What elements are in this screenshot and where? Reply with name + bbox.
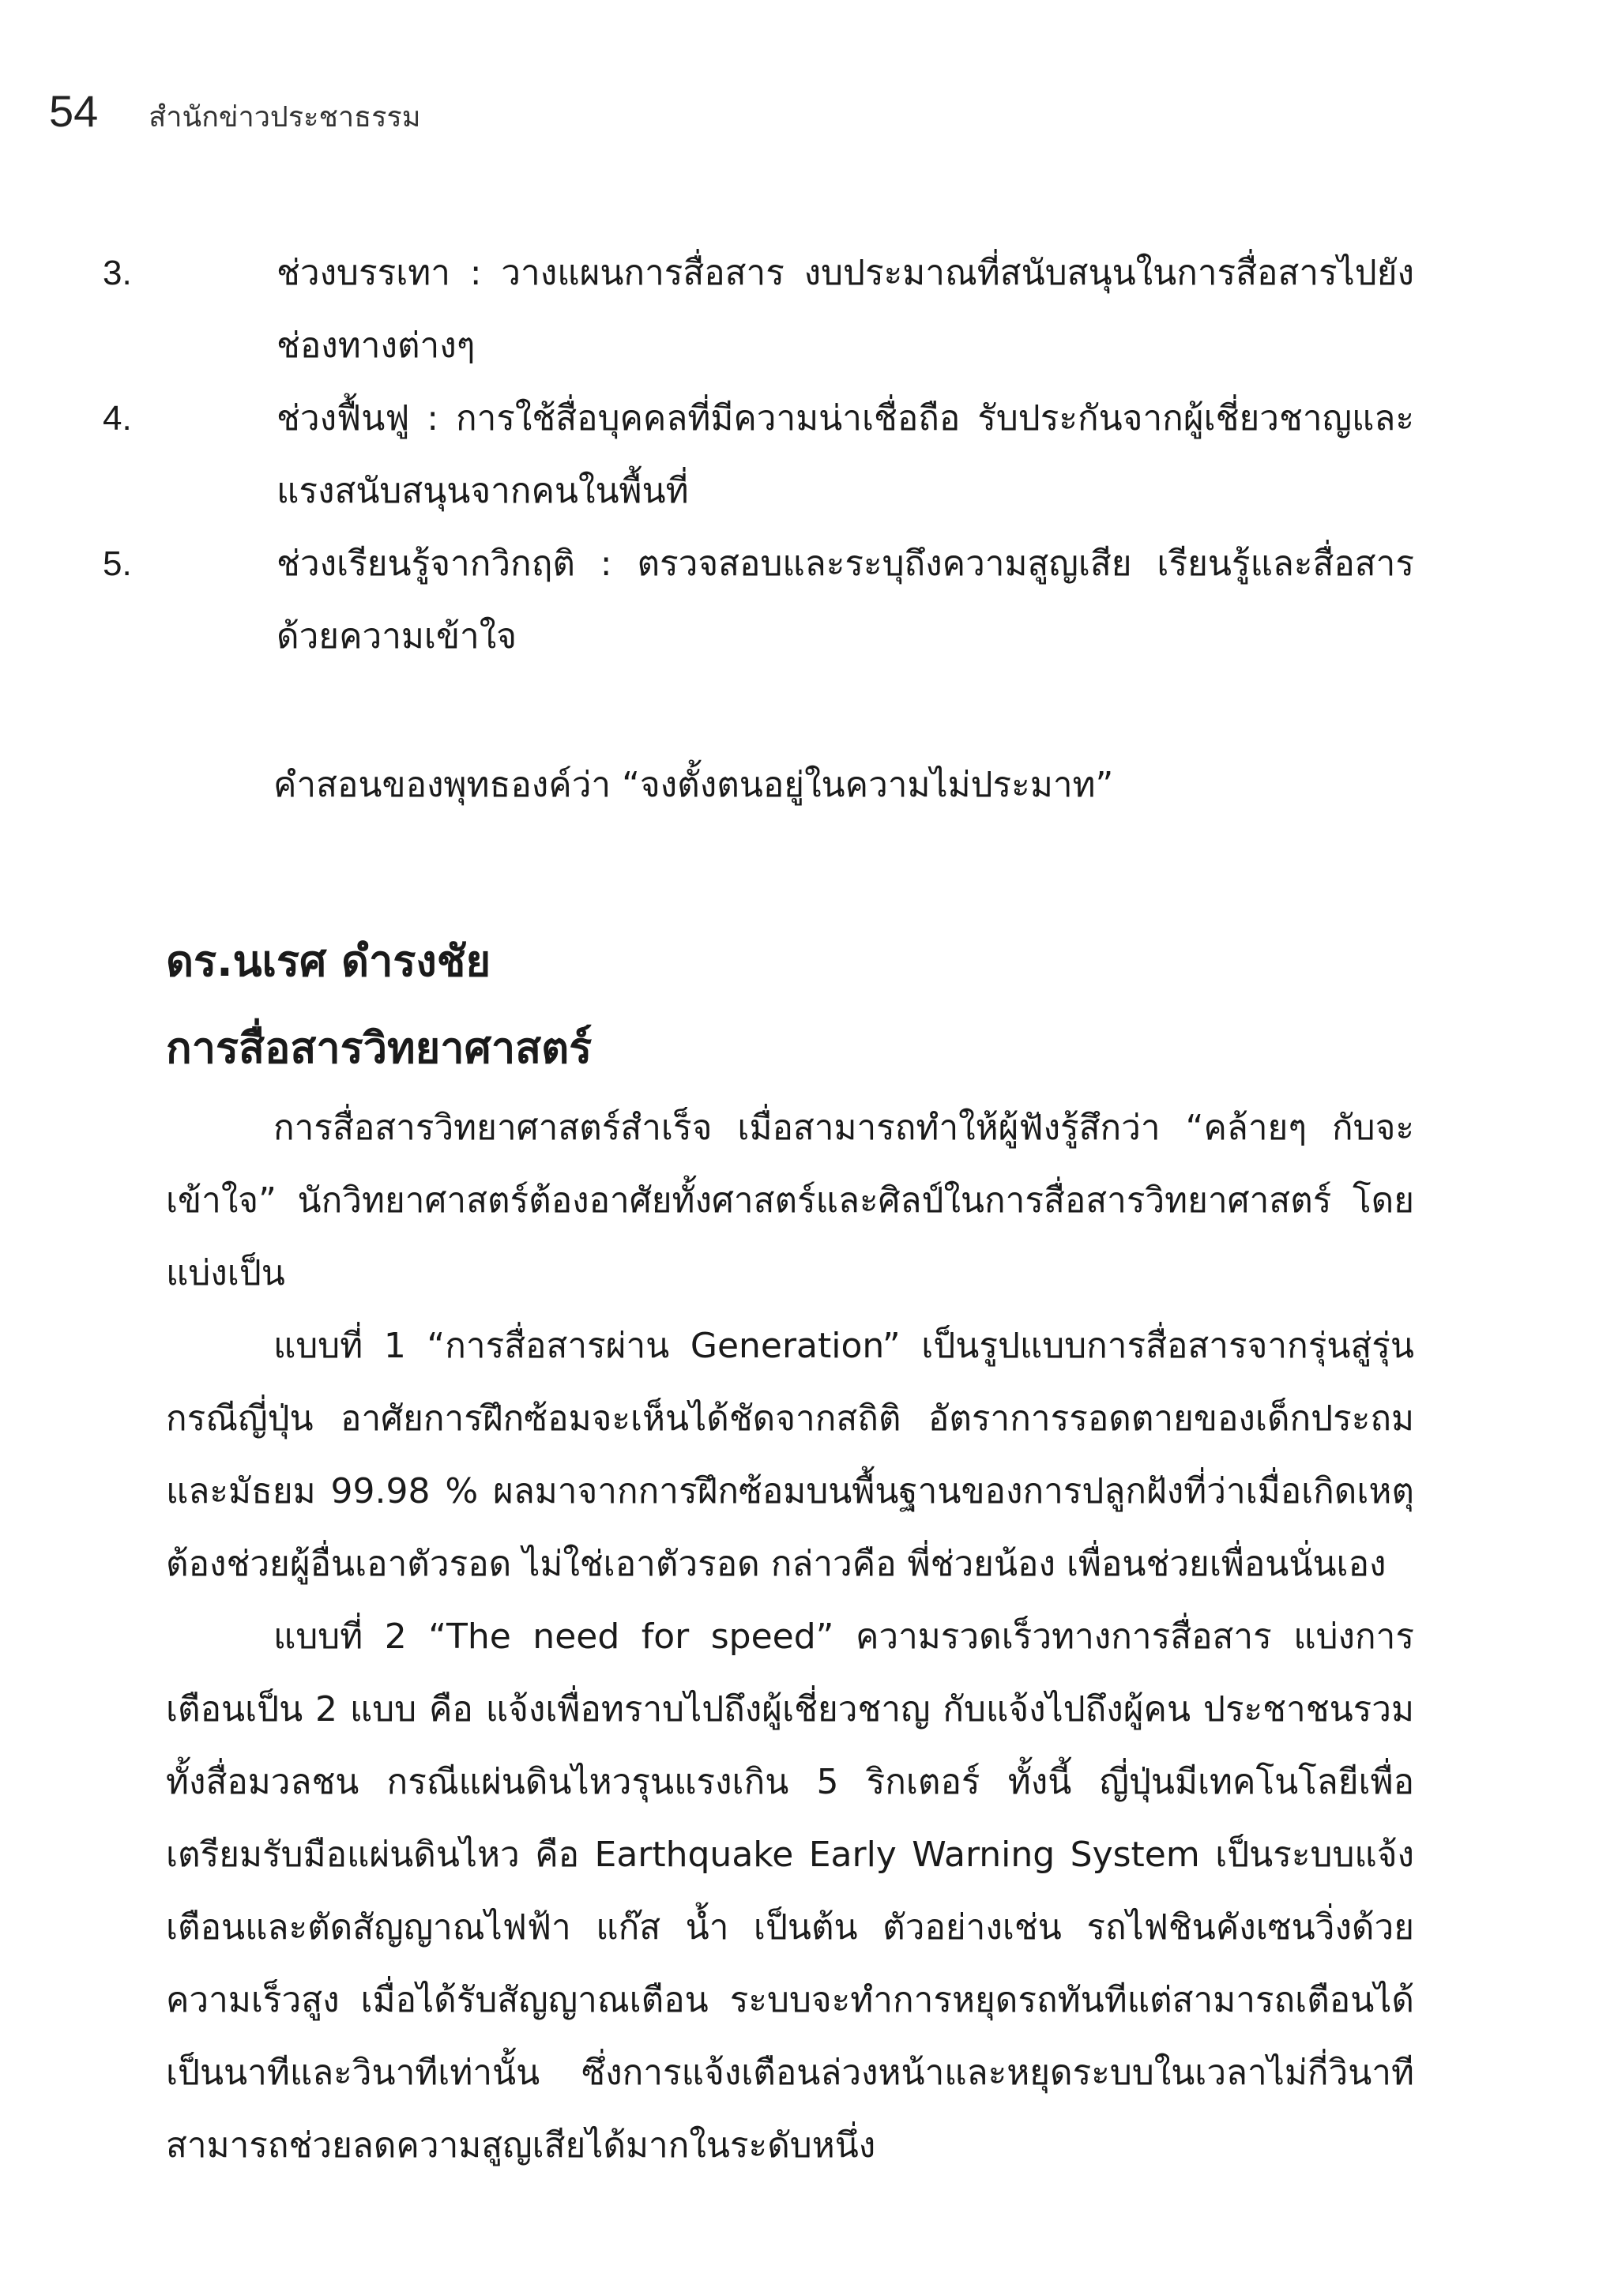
phase-list <box>103 237 1414 673</box>
list-number: 4. <box>103 399 132 438</box>
running-head: สำนักข่าวประชาธรรม <box>149 101 421 134</box>
page-number: 54 <box>49 86 99 136</box>
page-header <box>49 85 420 149</box>
list-item <box>103 382 1414 528</box>
list-text: ช่วงเรียนรู้จากวิกฤติ : ตรวจสอบและระบุถึงความสูญเสีย เรียนรู้และสื่อสารด้วยความเข้าใจ <box>277 544 1414 657</box>
author-name: ดร.นเรศ ดำรงชัย <box>166 936 491 986</box>
list-number: 5. <box>103 544 132 583</box>
list-number: 3. <box>103 254 132 292</box>
list-item <box>103 237 1414 382</box>
list-text: ช่วงบรรเทา : วางแผนการสื่อสาร งบประมาณที่สนับสนุนในการสื่อสารไปยังช่องทางต่างๆ <box>277 253 1414 366</box>
paragraph: การสื่อสารวิทยาศาสตร์สำเร็จ เมื่อสามารถทำให้ผู้ฟังรู้สึกว่า “คล้ายๆ กับจะเข้าใจ” นักวิทยาศาสตร์ต้องอาศัยทั้งศาสตร์และศิลป์ในการสื่อสารวิทยาศาสตร์ โดยแบ่งเป็น <box>166 1108 1414 1293</box>
page-content <box>103 237 1414 2182</box>
section-title: การสื่อสารวิทยาศาสตร์ <box>166 1023 593 1073</box>
paragraph: แบบที่ 1 “การสื่อสารผ่าน Generation” เป็นรูปแบบการสื่อสารจากรุ่นสู่รุ่น กรณีญี่ปุ่น อาศัยการฝึกซ้อมจะเห็นได้ชัดจากสถิติ อัตราการรอดตายของเด็กประถมและมัธยม 99.98 % ผลมาจากการฝึกซ้อมบนพื้นฐานของการปลูกฝังที่ว่าเมื่อเกิดเหตุต้องช่วยผู้อื่นเอาตัวรอด ไม่ใช่เอาตัวรอด กล่าวคือ พี่ช่วยน้อง เพื่อนช่วยเพื่อนนั่นเอง <box>166 1326 1414 1584</box>
list-text: ช่วงฟื้นฟู : การใช้สื่อบุคคลที่มีความน่าเชื่อถือ รับประกันจากผู้เชี่ยวชาญและแรงสนับสนุนจากคนในพื้นที่ <box>277 398 1414 511</box>
buddha-quote: คำสอนของพุทธองค์ว่า “จงตั้งตนอยู่ในความไม่ประมาท” <box>273 765 1114 805</box>
list-item <box>103 528 1414 673</box>
paragraph: แบบที่ 2 “The need for speed” ความรวดเร็วทางการสื่อสาร แบ่งการเตือนเป็น 2 แบบ คือ แจ้งเพื่อทราบไปถึงผู้เชี่ยวชาญ กับแจ้งไปถึงผู้คน ประชาชนรวมทั้งสื่อมวลชน กรณีแผ่นดินไหวรุนแรงเกิน 5 ริกเตอร์ ทั้งนี้ ญี่ปุ่นมีเทคโนโลยีเพื่อเตรียมรับมือแผ่นดินไหว คือ Earthquake Early Warning System เป็นระบบแจ้งเตือนและตัดสัญญาณไฟฟ้า แก๊ส น้ำ เป็นต้น ตัวอย่างเช่น รถไฟชินคังเซนวิ่งด้วยความเร็วสูง เมื่อได้รับสัญญาณเตือน ระบบจะทำการหยุดรถทันทีแต่สามารถเตือนได้เป็นนาทีและวินาทีเท่านั้น ซึ่งการแจ้งเตือนล่วงหน้าและหยุดระบบในเวลาไม่กี่วินาทีสามารถช่วยลดความสูญเสียได้มากในระดับหนึ่ง <box>166 1617 1414 2166</box>
